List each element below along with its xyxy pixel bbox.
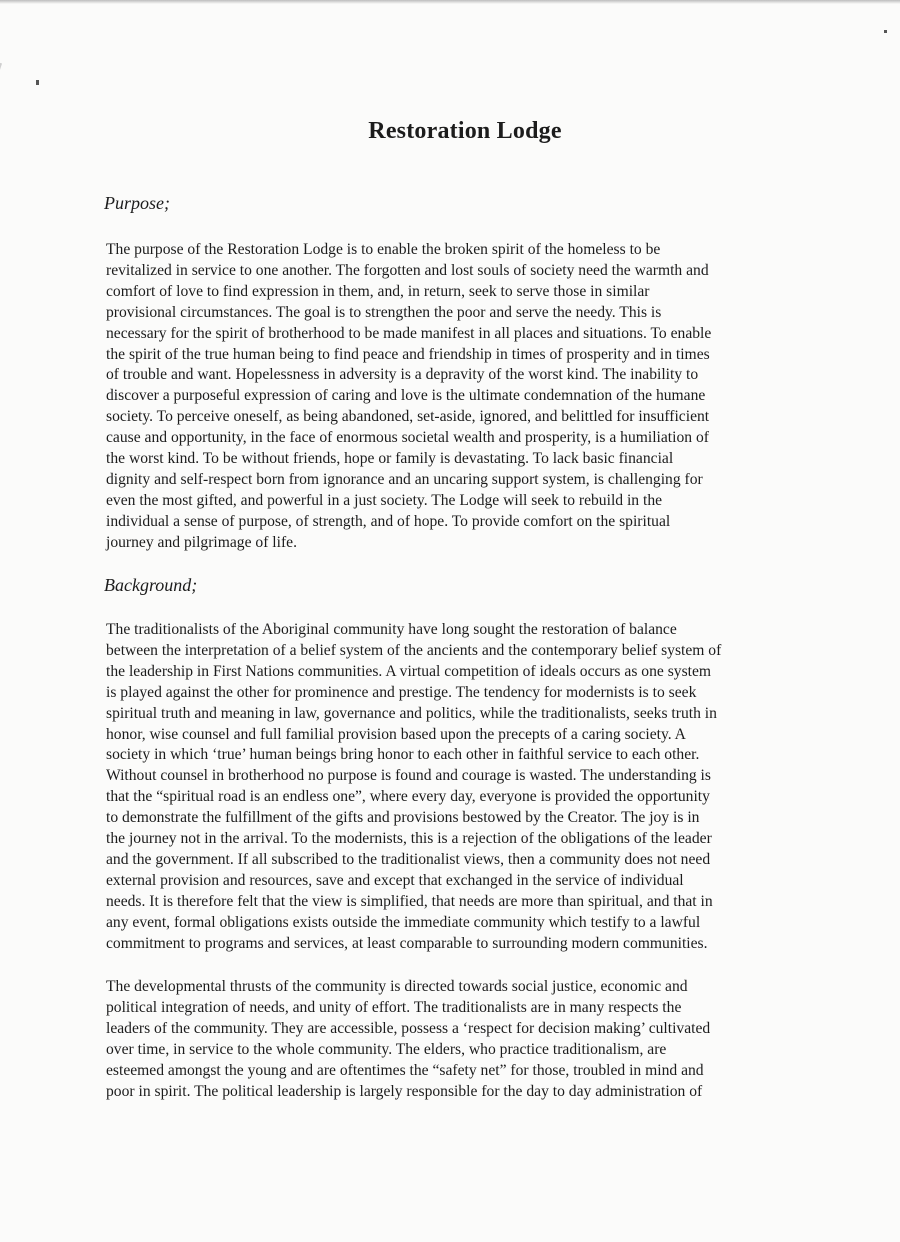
section-heading-background: Background; — [104, 575, 198, 595]
text-line: dignity and self-respect born from ignorance and an uncaring support system, is challenging for — [106, 470, 703, 488]
text-line: poor in spirit. The political leadership is largely responsible for the day to day administration of — [106, 1082, 703, 1100]
text-line: discover a purposeful expression of caring and love is the ultimate condemnation of the humane — [106, 387, 706, 405]
text-line: Without counsel in brotherhood no purpose is found and courage is wasted. The understanding is — [106, 767, 711, 785]
text-line: between the interpretation of a belief system of the ancients and the contemporary belief system of — [106, 641, 722, 659]
text-line: and the government. If all subscribed to the traditionalist views, then a community does not need — [106, 850, 711, 868]
text-line: is played against the other for prominence and prestige. The tendency for modernists is to seek — [106, 683, 697, 701]
text-line: any event, formal obligations exists outside the immediate community which testify to a lawful — [106, 913, 701, 931]
text-line: The developmental thrusts of the community is directed towards social justice, economic and — [106, 978, 688, 995]
text-line: commitment to programs and services, at least comparable to surrounding modern communities. — [106, 934, 708, 952]
background-paragraph-1 — [106, 620, 800, 955]
text-line: the leadership in First Nations communities. A virtual competition of ideals occurs as one system — [106, 662, 712, 680]
text-line: cause and opportunity, in the face of enormous societal wealth and prosperity, is a humiliation of — [106, 429, 709, 447]
text-line: provisional circumstances. The goal is to strengthen the poor and serve the needy. This is — [106, 303, 662, 321]
text-line: needs. It is therefore felt that the view is simplified, that needs are more than spiritual, and that in — [106, 892, 713, 910]
scan-speck — [884, 30, 887, 33]
scan-speck — [36, 80, 39, 85]
background-paragraph-2 — [106, 977, 800, 1102]
purpose-paragraph — [106, 240, 800, 554]
text-line: to demonstrate the fulfillment of the gifts and provisions bestowed by the Creator. The joy is in — [106, 809, 700, 827]
text-line: the spirit of the true human being to find peace and friendship in times of prosperity and in times — [106, 345, 710, 363]
section-heading-purpose: Purpose; — [104, 193, 170, 213]
text-line: leaders of the community. They are accessible, possess a ‘respect for decision making’ cultivated — [106, 1019, 711, 1037]
text-line: spiritual truth and meaning in law, governance and politics, while the traditionalists, seeks truth in — [106, 704, 717, 722]
text-line: journey and pilgrimage of life. — [106, 533, 297, 551]
text-line: the worst kind. To be without friends, hope or family is devastating. To lack basic financial — [106, 450, 674, 468]
document-title: Restoration Lodge — [368, 118, 562, 144]
text-line: The purpose of the Restoration Lodge is to enable the broken spirit of the homeless to be — [106, 241, 661, 258]
text-line: necessary for the spirit of brotherhood to be made manifest in all places and situations. To enable — [106, 324, 712, 342]
text-line: the journey not in the arrival. To the modernists, this is a rejection of the obligations of the leader — [106, 830, 712, 848]
text-line: even the most gifted, and powerful in a just society. The Lodge will seek to rebuild in the — [106, 491, 663, 509]
scan-header-strip — [0, 0, 900, 4]
text-line: esteemed amongst the young and are oftentimes the “safety net” for those, troubled in mind and — [106, 1061, 704, 1079]
text-line: political integration of needs, and unity of effort. The traditionalists are in many respects the — [106, 998, 682, 1016]
text-line: honor, wise counsel and full familial provision based upon the precepts of a caring society. A — [106, 725, 686, 743]
text-line: The traditionalists of the Aboriginal community have long sought the restoration of balance — [106, 621, 677, 638]
text-line: individual a sense of purpose, of strength, and of hope. To provide comfort on the spiritual — [106, 512, 671, 530]
text-line: that the “spiritual road is an endless one”, where every day, everyone is provided the opportunity — [106, 788, 710, 806]
text-line: society. To perceive oneself, as being abandoned, set-aside, ignored, and belittled for insufficient — [106, 408, 710, 426]
text-line: of trouble and want. Hopelessness in adversity is a depravity of the worst kind. The inability to — [106, 366, 699, 384]
text-line: external provision and resources, save and except that exchanged in the service of individual — [106, 871, 684, 889]
text-line: society in which ‘true’ human beings bring honor to each other in faithful service to each other. — [106, 746, 700, 764]
text-line: over time, in service to the whole community. The elders, who practice traditionalism, are — [106, 1040, 667, 1058]
text-line: revitalized in service to one another. The forgotten and lost souls of society need the warmth and — [106, 261, 709, 279]
text-line: comfort of love to find expression in them, and, in return, seek to serve those in similar — [106, 282, 650, 300]
